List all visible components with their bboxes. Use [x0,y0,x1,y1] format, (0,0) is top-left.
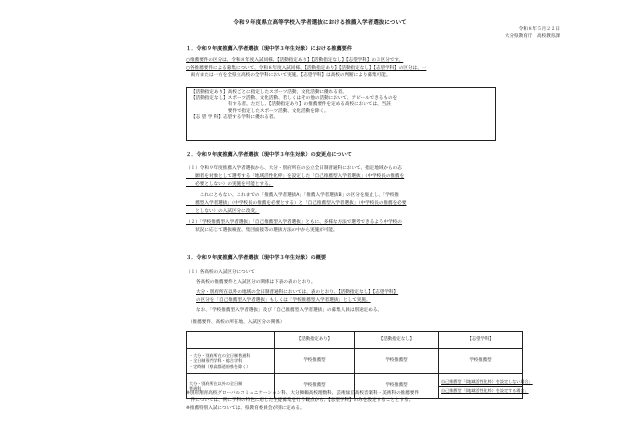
section-1-heading: １．令和９年度推薦入学者選抜（現中学３年生対象）における推薦要件 [186,46,353,52]
requirement-line: 【活動指定あり】高校ごとに指定したスポーツ活動、文化活動に優れる者。 [191,90,348,95]
section-1-line-3: 両方または一方を全県立高校の全学科において実施。【志望学科】は高校の判断により募集可能。 [186,73,391,78]
section-2-line: （１）令和９年度推薦入学者選抜から、大分・別府所在の公立全日制普通科において、指定地域からの志 [186,166,402,171]
requirement-line: 有する者。ただし、【活動指定あり】の推薦要件を定める高校においては、当該 [191,102,391,108]
note-line: ※推薦特別入試については、県教育委員会が別に定める。 [186,406,305,411]
requirement-line: 【志 望 学 科】志望する学科に優れる者。 [191,114,279,120]
section-3-subheading: （１）各高校の入試区分について [186,270,255,275]
section-3-line: 各高校の推薦要件と入試区分の関係は下表の表のとおり。 [196,280,316,285]
requirements-box [186,87,496,141]
table-header-cell: 【活動指定あり】 [275,332,355,349]
section-3-line: 大分・別府所在以外の地域の全日制普通科においては、表のとおり、【活動指定なし】【志望学科】 [196,290,399,295]
table-header-cell: 【志望学科】 [439,332,523,349]
table-cell: 学校推薦型 [439,349,523,374]
table-cell-split [439,374,533,399]
section-2-line: これにともない、これまでの「推薦入学者選抜A」「推薦入学者選抜B」の区分を廃止し、「学校推 [186,193,400,198]
section-2-heading: ２．令和９年度推薦入学者選抜（現中学３年生対象）の変更点について [186,152,352,158]
table-caption: （推薦要件、高校の所在地、入試区分の関係） [188,320,285,325]
table-corner-cell [187,332,275,349]
table-row-label: ・大分・別府所在の全日制普通科 ・全日制専門学科・総合学科 ・定時制（県高都道府県を除く） [187,349,275,374]
document-org: 大分県教育庁 高校教育課 [504,34,560,39]
section-2-line: 薦型入学者選抜」（中学校長の推薦を必要とする）と「自己推薦型入学者選抜」（中学校長の推薦を必要 [186,201,407,206]
document-date: 令和８年５月２２日 [518,27,560,32]
section-2-line: としない）の入試区分に改変。 [186,209,260,214]
document-title: 令和９年度県立高等学校入学者選抜における推薦入学者選抜について [233,20,407,26]
table-header-cell: 【活動指定なし】 [355,332,439,349]
section-2-line: （２）「学校推薦型入学者選抜」「自己推薦型入学者選抜」ともに、多様な方法で選考できるよう中学校の [186,220,402,225]
table-cell: 学校推薦型 [355,374,439,399]
table-cell: 学校推薦型 [355,349,439,374]
section-3-line: の区分を「自己推薦型入学者選抜」もしくは「学校推薦型入学者選抜」として実施。 [196,298,371,303]
section-3-heading: ３．令和９年度推薦入学者選抜（現中学３年生対象）の概要 [186,255,327,261]
table-cell-option: 自己推薦型「(地域活性化枠）を設定しない場合」 [439,378,522,386]
requirement-line: 【活動指定なし】スポーツ活動、文化活動、若しくはその他の活動において、アピールできるものを [191,96,398,102]
section-2-line: 願者を対象として選考する「地域活性化枠」を設定した「自己推薦型入学者選抜」（中学校長の推薦を [186,174,405,179]
table-row [187,349,523,374]
table-cell: 学校推薦型 [275,349,355,374]
table-cell-option: 自己推薦型「(地域活性化枠）を設定する場合」 [441,387,529,393]
section-2-line: 必要としない）の実施を可能とする。 [186,182,274,187]
section-3-line: なお、「学校推薦型入学者選抜」及び「自己推薦型入学者選抜」の募集人員は別途定める。 [196,308,383,313]
table-row-label: 大分・別府所在以外の全日制 普通科 [187,374,275,399]
note-line: 件については、例に学科の特色に応じた生徒募集を行う観点から、【志望学科】のみを設定することとする。 [186,398,414,403]
section-1-line-1: ○推薦要件の区分は、令和８年度入試同様、【活動指定あり】【活動指定なし】【志望学科】の３区分です。 [186,58,404,63]
selection-category-table [186,331,533,399]
note-line: ※別府翔青高校グローバルコミュニケーション科、大分舞鶴高校理数科、芸術緑丘高校音楽科・美術科の推薦要件 [186,391,420,396]
table-row [187,332,523,349]
requirement-line: 要件で指定したスポーツ活動、文化活動を除く。 [191,108,329,114]
table-cell: 学校推薦型 [275,374,355,399]
section-2-line: 状況に応じて選抜検査、集団面接等の選抜方法の中から実施が可能。 [186,228,338,233]
section-1-line-2: ○各推薦要件による募集について、令和８年度入試同様、【活動指定あり】【活動指定なし】【志望学科】の区分は、一 [186,66,427,71]
